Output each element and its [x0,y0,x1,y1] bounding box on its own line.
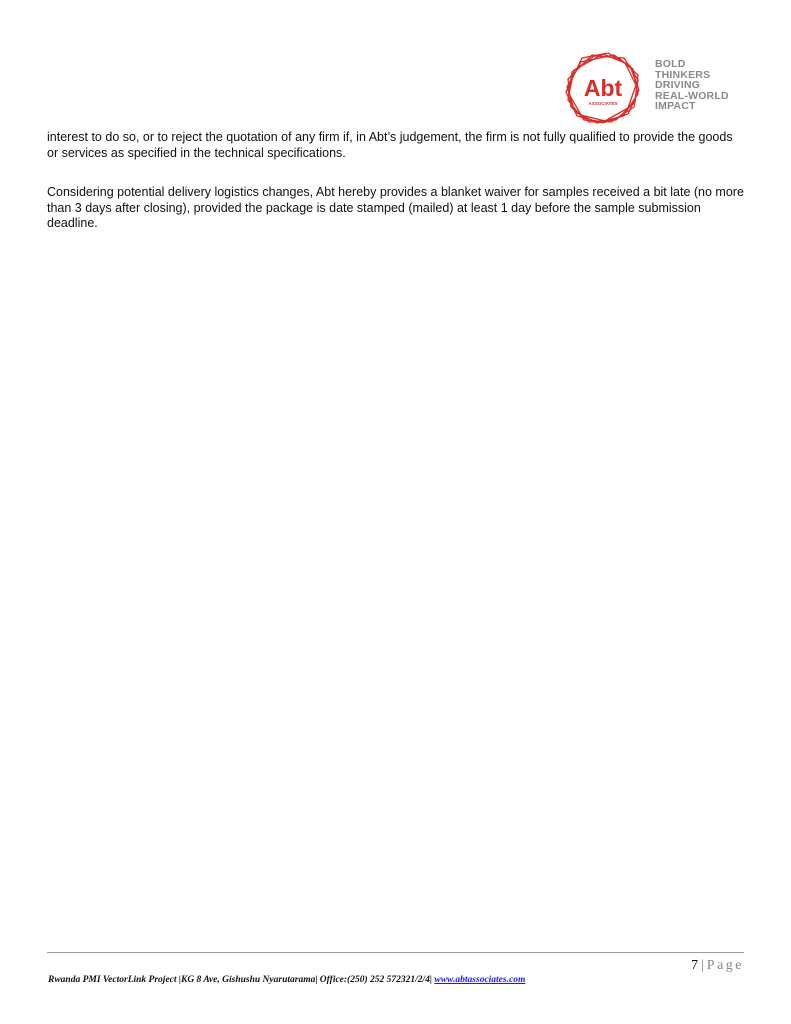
page-number-value: 7 [690,958,698,973]
website-link[interactable]: www.abtassociates.com [434,975,526,985]
tagline-line: REAL-WORLD [655,89,729,102]
footer-address-text: Rwanda PMI VectorLink Project |KG 8 Ave, Gishushu Nyarutarama| Office:(250) 252 572321/2/4| [48,975,435,985]
tagline-line: THINKERS [655,68,711,81]
document-body [47,130,747,232]
company-logo [564,52,754,124]
tagline-line: BOLD [655,58,686,70]
logo-subtext: ASSOCIATES [588,101,618,106]
body-paragraph: Considering potential delivery logistics changes, Abt hereby provides a blanket waiver for samples received a bit late (no more than 3 days after closing), provided the package is date stamped (mailed) at least 1 day before the sample submission deadline. [47,185,744,230]
footer-address [48,975,525,985]
tagline-line: IMPACT [655,100,696,112]
company-tagline [655,59,755,112]
page-number-separator: | [700,958,704,973]
logo-text: Abt [583,75,623,101]
abt-logo-icon [564,52,642,124]
tagline-line: DRIVING [655,79,701,91]
footer-divider [47,952,744,953]
body-paragraph: interest to do so, or to reject the quotation of any firm if, in Abt’s judgement, the firm is not fully qualified to provide the goods or services as specified in the technical specifications. [47,130,733,160]
page-number [691,958,744,974]
page-label: Page [706,958,744,973]
